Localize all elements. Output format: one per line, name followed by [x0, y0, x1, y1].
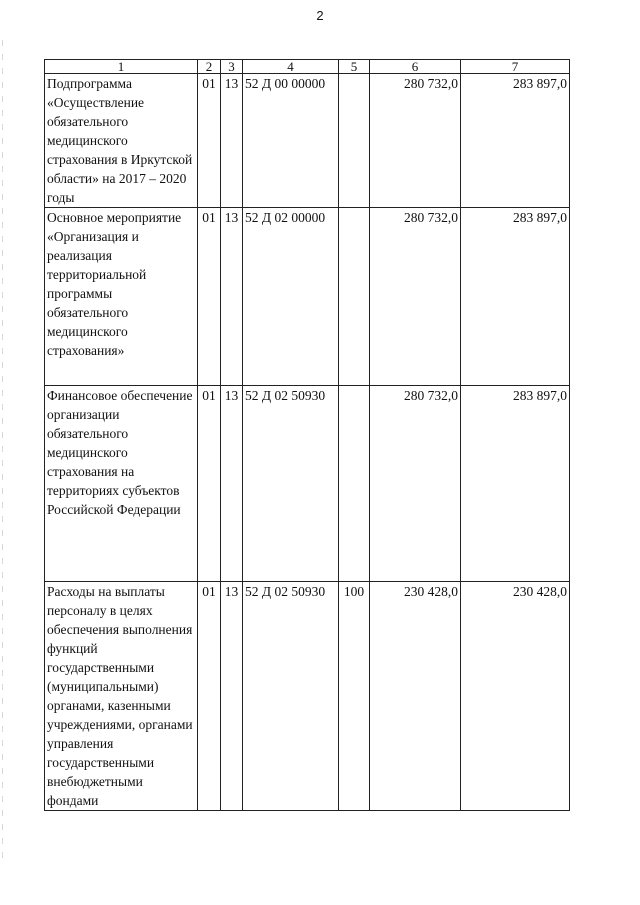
table-row: [45, 582, 570, 811]
header-col-6: 6: [370, 60, 461, 74]
row-target-code: 52 Д 02 50930: [243, 582, 339, 811]
row-subsection-code: 13: [221, 208, 243, 386]
row-section-code: 01: [198, 208, 221, 386]
row-name: Основное мероприятие «Организация и реализация территориальной программы обязательного медицинского страхования»: [45, 208, 198, 386]
table-row: [45, 74, 570, 208]
row-amount-1: 280 732,0: [370, 208, 461, 386]
row-subsection-code: 13: [221, 74, 243, 208]
row-target-code: 52 Д 00 00000: [243, 74, 339, 208]
table-row: [45, 208, 570, 386]
header-col-3: 3: [221, 60, 243, 74]
scan-edge-artifact: [2, 40, 3, 860]
header-col-2: 2: [198, 60, 221, 74]
row-amount-2: 283 897,0: [461, 74, 570, 208]
row-subsection-code: 13: [221, 582, 243, 811]
row-expense-type: [339, 386, 370, 582]
row-expense-type: [339, 74, 370, 208]
row-name: Расходы на выплаты персоналу в целях обеспечения выполнения функций государственными (муниципальными) органами, казенными учреждениями, органами управления государственными внебюджетными фондами: [45, 582, 198, 811]
row-expense-type: [339, 208, 370, 386]
page-number: 2: [316, 8, 324, 23]
row-section-code: 01: [198, 386, 221, 582]
row-section-code: 01: [198, 582, 221, 811]
header-row: [45, 60, 570, 74]
header-col-7: 7: [461, 60, 570, 74]
header-col-1: 1: [45, 60, 198, 74]
row-name: Подпрограмма «Осуществление обязательного медицинского страхования в Иркутской области» на 2017 – 2020 годы: [45, 74, 198, 208]
row-section-code: 01: [198, 74, 221, 208]
row-amount-1: 280 732,0: [370, 386, 461, 582]
budget-table: [44, 59, 570, 811]
row-amount-1: 280 732,0: [370, 74, 461, 208]
row-target-code: 52 Д 02 00000: [243, 208, 339, 386]
row-target-code: 52 Д 02 50930: [243, 386, 339, 582]
row-name: Финансовое обеспечение организации обязательного медицинского страхования на территориях субъектов Российской Федерации: [45, 386, 198, 582]
row-amount-1: 230 428,0: [370, 582, 461, 811]
table-row: [45, 386, 570, 582]
row-amount-2: 230 428,0: [461, 582, 570, 811]
row-amount-2: 283 897,0: [461, 386, 570, 582]
row-subsection-code: 13: [221, 386, 243, 582]
row-amount-2: 283 897,0: [461, 208, 570, 386]
header-col-5: 5: [339, 60, 370, 74]
row-expense-type: 100: [339, 582, 370, 811]
header-col-4: 4: [243, 60, 339, 74]
